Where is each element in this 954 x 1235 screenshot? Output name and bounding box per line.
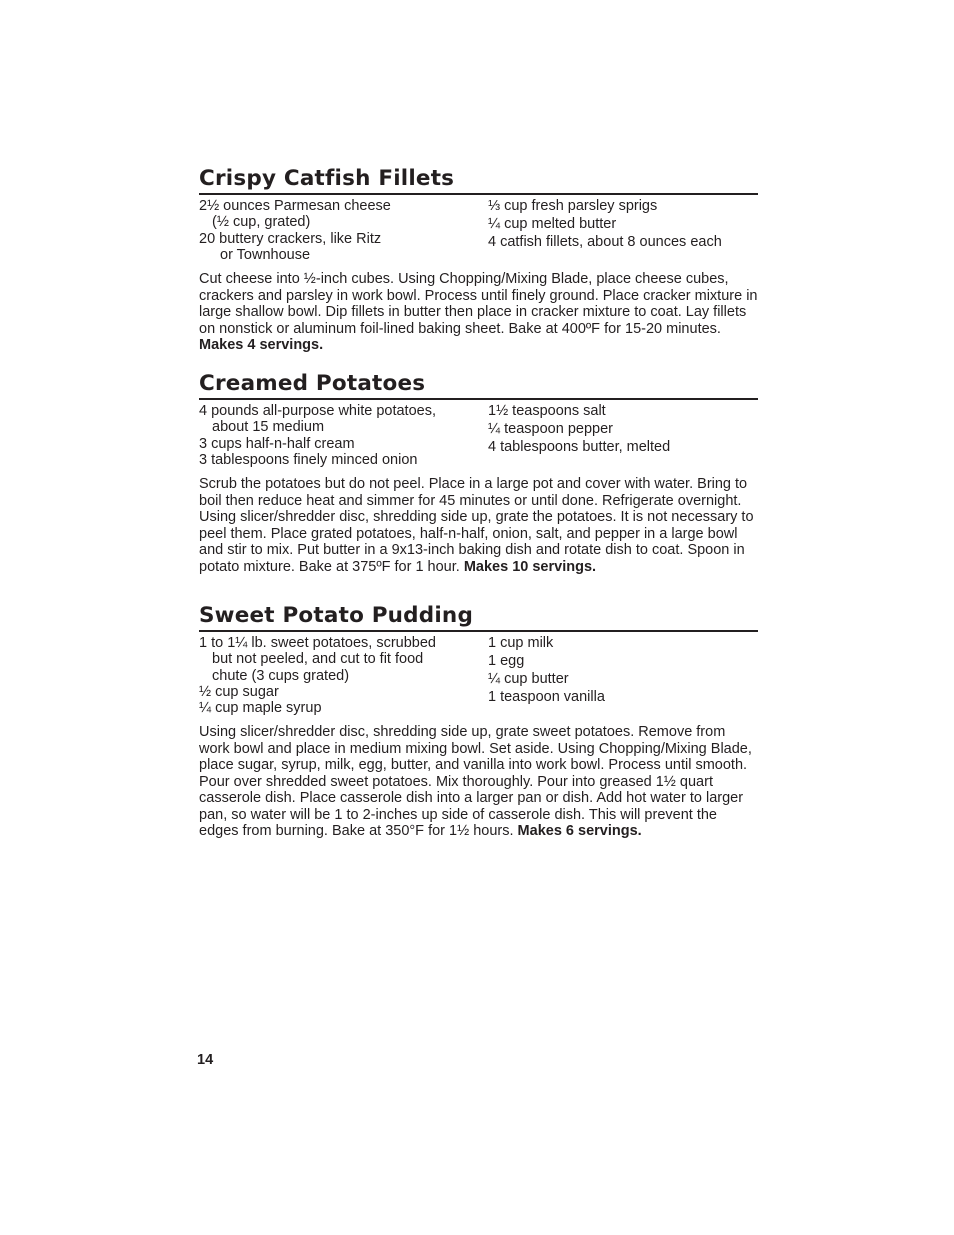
ingredient: 3 tablespoons finely minced onion [199,451,418,468]
page-number: 14 [197,1052,214,1068]
ingredient-continuation: but not peeled, and cut to fit food [212,651,424,668]
ingredient: 4 pounds all-purpose white potatoes, [199,403,436,419]
ingredient-list [199,635,758,716]
ingredient: ¼ teaspoon pepper [488,421,613,438]
recipe-method [199,724,758,840]
ingredient: 3 cups half-n-half cream [199,435,355,452]
ingredient: 1 egg [488,653,525,670]
title-rule [199,630,758,632]
recipe-yield: Makes 6 servings. [517,823,642,840]
ingredient: 1 to 1¼ lb. sweet potatoes, scrubbed [199,635,436,651]
method-text: Scrub the potatoes but do not peel. Place in a large pot and cover with water. Bring to boil then reduce heat and simmer for 45 minutes or until done. Refrigerate overnight. Using slicer/shredder disc, shredding side up, grate the potatoes. It is not necessary to peel them. Place grated potatoes, half-n-half, onion, salt, and pepper in a large bowl and stir to mix. Put butter in a 9x13-inch baking dish and rotate dish to coat. Spoon in potato mixture. Bake at 375ºF for 1 hour. [199,476,754,575]
ingredient-list [199,403,758,468]
ingredient: ¼ cup maple syrup [199,700,322,717]
ingredient: ⅓ cup fresh parsley sprigs [488,198,658,214]
ingredient-column-left [199,403,488,468]
ingredient-continuation: chute (3 cups grated) [212,667,350,684]
recipe-method [199,271,758,354]
ingredient: 2½ ounces Parmesan cheese [199,198,391,214]
ingredient-column-right [488,198,758,263]
ingredient-column-left [199,635,488,716]
ingredient-continuation: about 15 medium [212,419,325,436]
ingredient: 4 tablespoons butter, melted [488,439,671,456]
method-text: Using slicer/shredder disc, shredding side up, grate sweet potatoes. Remove from work bowl and place in medium mixing bowl. Set aside. Using Chopping/Mixing Blade, place sugar, syrup, milk, egg, butter, and vanilla into work bowl. Process until smooth. Pour over shredded sweet potatoes. Mix thoroughly. Pour into greased 1½ quart casserole dish. Place casserole dish into a larger pan or dish. Add hot water to larger pan, so water will be 1 to 2-inches up side of casserole dish. This will prevent the edges from burning. Bake at 350°F for 1½ hours. [199,724,752,840]
ingredient-column-left [199,198,488,263]
ingredient-list [199,198,758,263]
recipe-yield: Makes 10 servings. [463,558,597,575]
ingredient-column-right [488,403,758,468]
recipe-crispy-catfish-fillets [199,166,758,354]
ingredient-continuation: (½ cup, grated) [212,214,311,231]
ingredient: ¼ cup melted butter [488,216,617,233]
recipe-method [199,476,758,575]
recipe-title: Crispy Catfish Fillets [199,166,455,191]
recipe-creamed-potatoes [199,371,758,575]
recipe-yield: Makes 4 servings. [199,337,324,354]
ingredient: 20 buttery crackers, like Ritz [199,230,382,247]
title-rule [199,398,758,400]
method-text: Cut cheese into ½-inch cubes. Using Chopping/Mixing Blade, place cheese cubes, crackers and parsley in work bowl. Process until finely ground. Place cracker mixture in large shallow bowl. Dip fillets in butter then place in cracker mixture to coat. Lay fillets on nonstick or aluminum foil-lined baking sheet. Bake at 400ºF for 15-20 minutes. [199,271,758,337]
recipe-sweet-potato-pudding [199,603,758,840]
recipe-title: Sweet Potato Pudding [199,603,474,628]
ingredient: 1½ teaspoons salt [488,403,606,419]
ingredient: 1 cup milk [488,635,554,651]
ingredient: 4 catfish fillets, about 8 ounces each [488,234,722,251]
ingredient: 1 teaspoon vanilla [488,689,605,706]
ingredient-column-right [488,635,758,716]
recipe-title: Creamed Potatoes [199,371,426,396]
title-rule [199,193,758,195]
ingredient: ¼ cup butter [488,671,569,688]
ingredient-continuation: or Townhouse [220,246,311,263]
ingredient: ½ cup sugar [199,683,279,700]
